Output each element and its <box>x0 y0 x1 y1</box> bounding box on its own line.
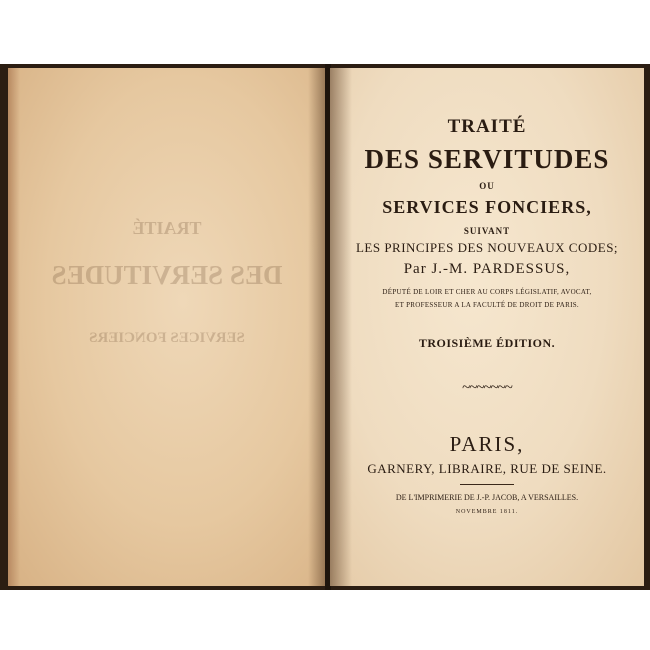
author-credentials-2: ET PROFESSEUR A LA FACULTÉ DE DROIT DE PARIS. <box>395 301 579 309</box>
bleed-services: SERVICES FONCIERS <box>89 330 245 346</box>
title-principes: LES PRINCIPES DES NOUVEAUX CODES; <box>355 240 619 255</box>
imprint-city: PARIS, <box>449 432 525 456</box>
imprint-rule <box>460 484 514 485</box>
title-des-servitudes: DES SERVITUDES <box>364 144 610 174</box>
left-page <box>8 68 326 586</box>
bleed-subtitle: DES SERVITUDES <box>51 260 283 290</box>
printer-line: DE L'IMPRIMERIE DE J.-P. JACOB, A VERSAILLES. <box>395 493 579 502</box>
author-credentials-1: DÉPUTÉ DE LOIR ET CHER AU CORPS LÉGISLATIF, AVOCAT, <box>382 288 592 296</box>
title-traite: TRAITÉ <box>447 116 527 137</box>
bleed-through-text <box>8 68 326 586</box>
title-ou: OU <box>479 181 495 191</box>
imprint-publisher: GARNERY, LIBRAIRE, RUE DE SEINE. <box>367 461 607 476</box>
open-book <box>0 64 650 590</box>
title-suivant: SUIVANT <box>463 226 511 236</box>
title-services-fonciers: SERVICES FONCIERS, <box>382 197 592 217</box>
print-date: NOVEMBRE 1811. <box>455 509 519 515</box>
author: Par J.-M. PARDESSUS, <box>403 261 571 277</box>
edition: TROISIÈME ÉDITION. <box>418 336 556 350</box>
bleed-title: TRAITÉ <box>132 218 202 238</box>
ornament: ~~~~~~~ <box>462 380 512 396</box>
title-page <box>330 68 644 586</box>
